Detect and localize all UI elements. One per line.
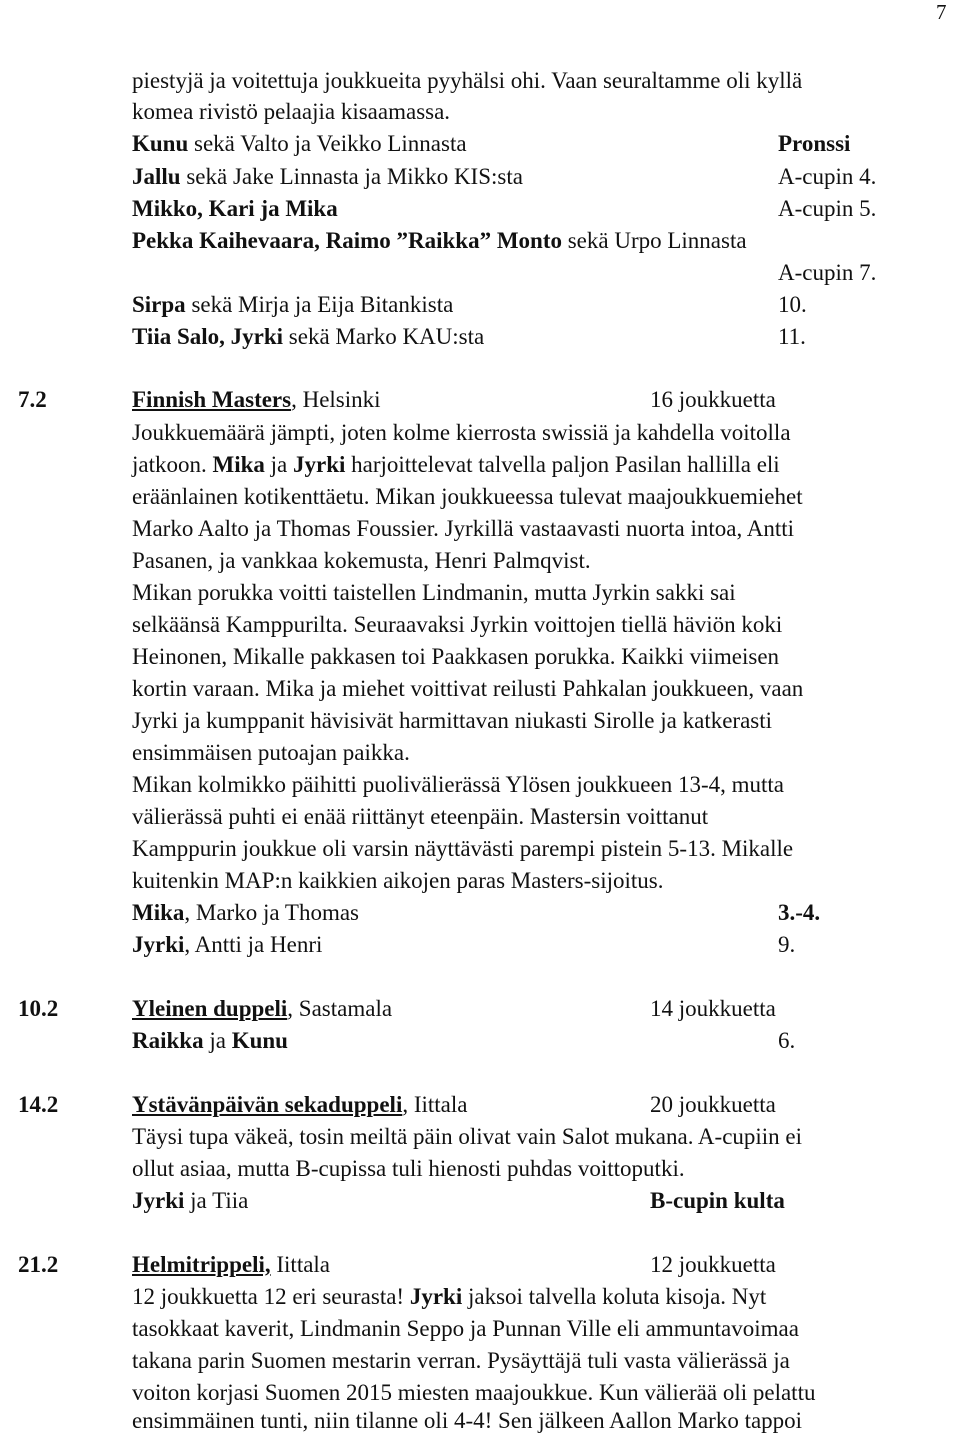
event-location: , Helsinki bbox=[291, 387, 381, 412]
intro-result-5-name bbox=[132, 290, 453, 320]
event-paragraph-line: Joukkuemäärä jämpti, joten kolme kierrosta swissiä ja kahdella voitolla bbox=[132, 420, 791, 445]
event-paragraph-line: Mikan kolmikko päihitti puolivälierässä Ylösen joukkueen 13-4, mutta bbox=[132, 772, 784, 797]
text-seg: harjoittelevat talvella paljon Pasilan hallilla eli bbox=[345, 452, 780, 477]
result-name-rest: sekä Urpo Linnasta bbox=[561, 228, 747, 253]
event-heading bbox=[132, 1250, 330, 1280]
event-paragraph-line: välierässä puhti ei enää riittänyt eteenpäin. Mastersin voittanut bbox=[132, 804, 709, 829]
event-result-place bbox=[778, 898, 820, 928]
result-name-bold: Mika bbox=[132, 900, 185, 925]
result-place: 3.-4. bbox=[778, 900, 821, 925]
event-date-text: 14.2 bbox=[18, 1092, 59, 1117]
intro-line-2: komea rivistö pelaajia kisaamassa. bbox=[132, 99, 451, 124]
result-place: B-cupin kulta bbox=[650, 1188, 785, 1213]
event-paragraph-line: takana parin Suomen mestarin verran. Pysäyttäjä tuli vasta välierässä ja bbox=[132, 1348, 790, 1373]
text-seg-bold: Jyrki bbox=[293, 452, 346, 477]
result-name-rest: sekä Valto ja Veikko Linnasta bbox=[188, 131, 467, 156]
event-paragraph-line: Kamppurin joukkue oli varsin näyttävästi parempi pistein 5-13. Mikalle bbox=[132, 836, 794, 861]
event-heading bbox=[132, 1090, 467, 1120]
result-name-rest: , Antti ja Henri bbox=[184, 932, 323, 957]
event-paragraph-line: ollut asiaa, mutta B-cupissa tuli hienosti puhdas voittoputki. bbox=[132, 1156, 685, 1181]
event-date-text: 10.2 bbox=[18, 996, 59, 1021]
text-seg: ja bbox=[264, 452, 293, 477]
event-teams: 16 joukkuetta bbox=[650, 387, 776, 412]
text-seg-bold: Jyrki bbox=[409, 1284, 463, 1309]
text-seg: jaksoi talvella koluta kisoja. Nyt bbox=[462, 1284, 767, 1309]
event-paragraph-line: tasokkaat kaverit, Lindmanin Seppo ja Punnan Ville eli ammuntavoimaa bbox=[132, 1316, 799, 1341]
intro-result-3-name bbox=[132, 194, 338, 224]
event-location: Iittala bbox=[270, 1252, 331, 1277]
result-name-rest: sekä Mirja ja Eija Bitankista bbox=[185, 292, 454, 317]
event-result-name bbox=[132, 1026, 288, 1056]
intro-line-1: piestyjä ja voitettuja joukkueita pyyhälsi ohi. Vaan seuraltamme oli kyllä bbox=[132, 68, 803, 93]
event-paragraph-line: ensimmäinen tunti, niin tilanne oli 4-4! Sen jälkeen Aallon Marko tappoi bbox=[132, 1408, 803, 1433]
event-date bbox=[18, 1250, 58, 1280]
event-title: Finnish Masters bbox=[132, 387, 292, 412]
event-teams: 12 joukkuetta bbox=[650, 1252, 776, 1277]
result-name-bold: Kunu bbox=[132, 131, 189, 156]
intro-result-2-place: A-cupin 4. bbox=[778, 164, 877, 189]
event-paragraph-line: Marko Aalto ja Thomas Foussier. Jyrkillä vastaavasti nuorta intoa, Antti bbox=[132, 516, 795, 541]
event-paragraph-line: kortin varaan. Mika ja miehet voittivat reilusti Pahkalan joukkueen, vaan bbox=[132, 676, 804, 701]
event-location: , Iittala bbox=[402, 1092, 468, 1117]
intro-result-2-name bbox=[132, 162, 523, 192]
event-location: , Sastamala bbox=[287, 996, 393, 1021]
event-title: Ystävänpäivän sekaduppeli bbox=[132, 1092, 403, 1117]
event-paragraph-line: Pasanen, ja vankkaa kokemusta, Henri Palmqvist. bbox=[132, 548, 591, 573]
event-heading bbox=[132, 994, 392, 1024]
result-name-rest: ja Tiia bbox=[184, 1188, 249, 1213]
event-paragraph-line: selkäänsä Kamppurilta. Seuraavaksi Jyrkin voittojen tiellä häviön koki bbox=[132, 612, 783, 637]
intro-result-3-place: A-cupin 5. bbox=[778, 196, 877, 221]
result-name-bold: Mikko, Kari ja Mika bbox=[132, 196, 338, 221]
result-name-bold: Tiia Salo, Jyrki bbox=[132, 324, 284, 349]
event-paragraph-line bbox=[132, 1282, 766, 1312]
result-name-bold: Jallu bbox=[132, 164, 181, 189]
event-paragraph-line: voiton korjasi Suomen 2015 miesten maajoukkue. Kun välierää oli pelattu bbox=[132, 1380, 816, 1405]
intro-result-5-place: 10. bbox=[778, 292, 807, 317]
text-seg-bold: Mika bbox=[212, 452, 265, 477]
result-name-bold: Jyrki bbox=[132, 932, 185, 957]
intro-result-4-name bbox=[132, 226, 747, 256]
event-paragraph-line: eräänlainen kotikenttäetu. Mikan joukkueessa tulevat maajoukkuemiehet bbox=[132, 484, 803, 509]
event-result-place bbox=[650, 1186, 785, 1216]
text-seg: jatkoon. bbox=[132, 452, 213, 477]
result-name-rest: , Marko ja Thomas bbox=[184, 900, 359, 925]
intro-result-1-place bbox=[778, 129, 850, 159]
page-number: 7 bbox=[936, 0, 947, 24]
result-name-rest: ja bbox=[203, 1028, 232, 1053]
intro-result-4-place: A-cupin 7. bbox=[778, 260, 877, 285]
event-date-text: 7.2 bbox=[18, 387, 47, 412]
event-paragraph-line bbox=[132, 450, 780, 480]
event-date bbox=[18, 385, 47, 415]
text-seg: 12 joukkuetta 12 eri seurasta! bbox=[132, 1284, 410, 1309]
event-paragraph-line: Mikan porukka voitti taistellen Lindmanin, mutta Jyrkin sakki sai bbox=[132, 580, 736, 605]
event-date-text: 21.2 bbox=[18, 1252, 59, 1277]
event-date bbox=[18, 994, 58, 1024]
event-paragraph-line: Heinonen, Mikalle pakkasen toi Paakkasen porukka. Kaikki viimeisen bbox=[132, 644, 780, 669]
intro-result-1-name bbox=[132, 129, 467, 159]
intro-result-6-place: 11. bbox=[778, 324, 806, 349]
result-name-bold: Sirpa bbox=[132, 292, 186, 317]
event-result-place: 9. bbox=[778, 932, 796, 957]
event-paragraph-line: Jyrki ja kumppanit hävisivät harmittavan niukasti Sirolle ja katkerasti bbox=[132, 708, 773, 733]
result-name-rest: sekä Marko KAU:sta bbox=[283, 324, 485, 349]
result-name-rest: sekä Jake Linnasta ja Mikko KIS:sta bbox=[180, 164, 523, 189]
event-date bbox=[18, 1090, 58, 1120]
result-name-bold: Raikka bbox=[132, 1028, 204, 1053]
result-name-bold: Kunu bbox=[231, 1028, 288, 1053]
event-title: Helmitrippeli, bbox=[132, 1252, 271, 1277]
event-paragraph-line: ensimmäisen putoajan paikka. bbox=[132, 740, 410, 765]
event-paragraph-line: Täysi tupa väkeä, tosin meiltä päin olivat vain Salot mukana. A-cupiin ei bbox=[132, 1124, 803, 1149]
event-title: Yleinen duppeli bbox=[132, 996, 288, 1021]
event-paragraph-line: kuitenkin MAP:n kaikkien aikojen paras Masters-sijoitus. bbox=[132, 868, 664, 893]
event-heading bbox=[132, 385, 381, 415]
result-name-bold: Jyrki bbox=[132, 1188, 185, 1213]
result-name-bold: Pekka Kaihevaara, Raimo ”Raikka” Monto bbox=[132, 228, 562, 253]
event-result-place: 6. bbox=[778, 1028, 796, 1053]
event-teams: 20 joukkuetta bbox=[650, 1092, 776, 1117]
intro-result-6-name bbox=[132, 322, 484, 352]
event-teams: 14 joukkuetta bbox=[650, 996, 776, 1021]
event-result-name bbox=[132, 898, 359, 928]
event-result-name bbox=[132, 930, 322, 960]
event-result-name bbox=[132, 1186, 248, 1216]
result-place: Pronssi bbox=[778, 131, 851, 156]
